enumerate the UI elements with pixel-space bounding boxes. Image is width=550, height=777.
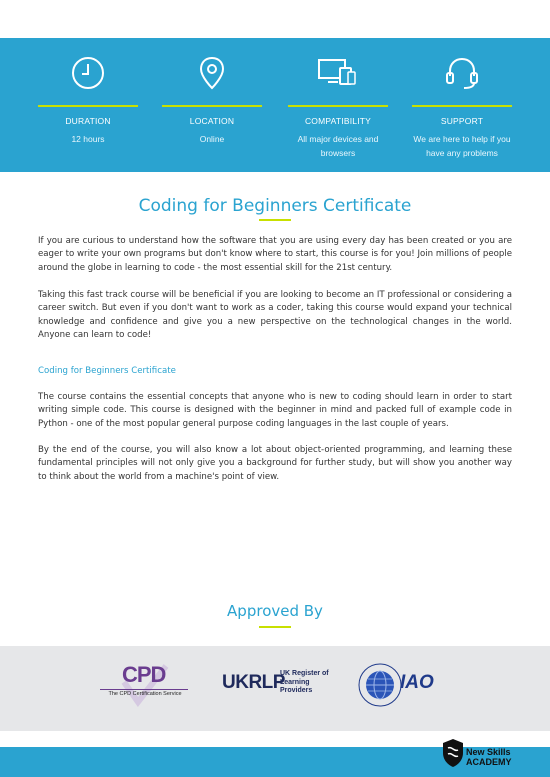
brand-line-1: New Skills [466, 747, 511, 757]
course-subheading: Coding for Beginners Certificate [38, 366, 176, 376]
top-margin [0, 0, 550, 38]
feature-value: 12 hours [71, 134, 105, 144]
brand-line-2: ACADEMY [466, 757, 512, 767]
feature-value: All major devices and browsers [297, 134, 379, 158]
feature-label: SUPPORT [440, 116, 484, 126]
clock-icon [69, 54, 107, 92]
feature-divider [288, 105, 388, 107]
devices-icon [311, 54, 363, 92]
feature-label: DURATION [65, 116, 111, 126]
feature-value: We are here to help if you have any problems [413, 134, 511, 158]
cpd-caption: The CPD Certification Service [108, 691, 182, 697]
location-pin-icon [193, 54, 231, 92]
feature-divider [412, 105, 512, 107]
iao-mark: IAO [400, 672, 434, 693]
cpd-rule [100, 689, 188, 690]
approved-underline [259, 626, 291, 628]
feature-value: Online [199, 134, 225, 144]
title-underline [259, 219, 291, 221]
feature-band [0, 38, 550, 172]
feature-divider [38, 105, 138, 107]
course-paragraph: Taking this fast track course will be beneficial if you are looking to become an IT professional or considering a career switch. But even if you don't want to work as a coder, taking this course would expand your technical knowledge and confidence and give you a new perspective on the technological changes in the world. Anyone can learn to code! [38, 290, 512, 341]
course-paragraph: The course contains the essential concepts that anyone who is new to coding should learn in order to start writing simple code. This course is designed with the beginner in mind and packed full of example code in Python - one of the most popular general purpose coding languages in the last couple of years. [38, 392, 512, 429]
iao-logo [358, 660, 448, 712]
course-title: Coding for Beginners Certificate [138, 196, 412, 216]
cpd-logo [100, 662, 190, 712]
feature-divider [162, 105, 262, 107]
headset-icon [443, 54, 481, 92]
ukrlp-text: UK Register of Learning Providers [280, 670, 329, 694]
ukrlp-mark: UKRLP [222, 672, 285, 693]
feature-label: LOCATION [189, 116, 235, 126]
cpd-mark: CPD [122, 662, 166, 687]
brand-name [466, 747, 512, 767]
course-paragraph: If you are curious to understand how the software that you are using every day has been created or you are eager to write your own programs but don't know where to start, this course is for you! Join millions of people around the globe in learning to code - the most essential skill for the 21st century. [38, 236, 512, 273]
new-skills-academy-logo [442, 738, 517, 774]
approved-heading: Approved By [227, 602, 323, 620]
ukrlp-logo [222, 670, 332, 704]
feature-label: COMPATIBILITY [304, 116, 372, 126]
shield-icon [442, 738, 464, 768]
course-paragraph: By the end of the course, you will also know a lot about object-oriented programming, and learning these fundamental principles will not only give you a background for further study, but will show you another way to think about the world from a machine's point of view. [38, 445, 512, 482]
